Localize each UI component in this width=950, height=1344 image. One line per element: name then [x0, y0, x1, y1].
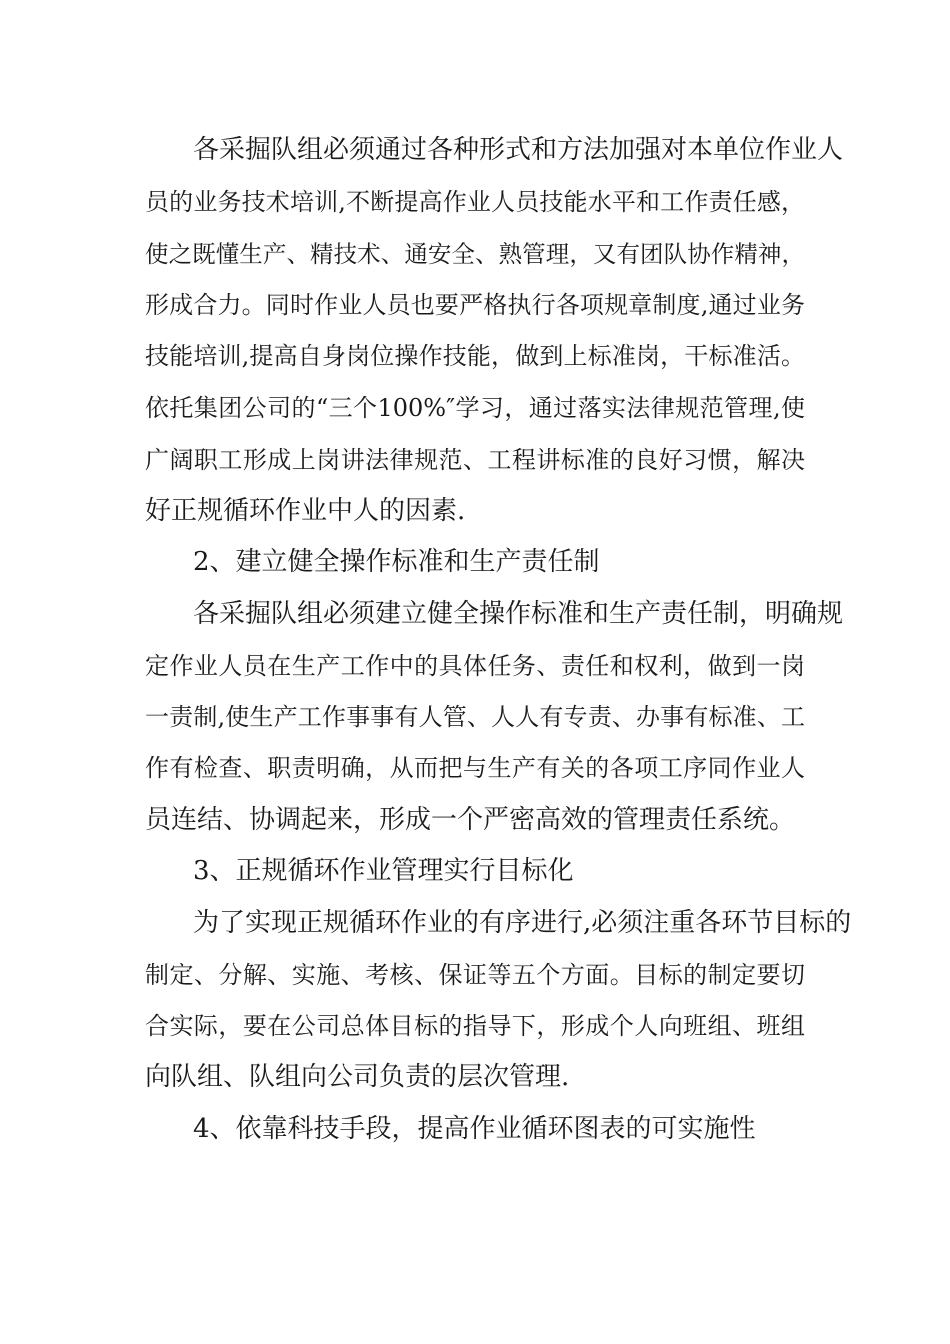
paragraph-3-line-2: 制定、分解、实施、考核、保证等五个方面。目标的制定要切 — [145, 961, 805, 989]
paragraph-3-line-1: 为了实现正规循环作业的有序进行,必须注重各环节目标的 — [193, 908, 852, 938]
paragraph-1-line-3: 使之既懂生产、精技术、通安全、熟管理，又有团队协作精神， — [145, 240, 805, 268]
paragraph-1-line-6: 依托集团公司的“三个100%″学习，通过落实法律规范管理,使 — [145, 394, 805, 422]
paragraph-2-line-5: 员连结、协调起来，形成一个严密高效的管理责任系统。 — [145, 805, 796, 835]
section-heading-4: 4、依靠科技手段，提高作业循环图表的可实施性 — [193, 1114, 756, 1144]
section-heading-2: 2、建立健全操作标准和生产责任制 — [193, 547, 600, 577]
paragraph-1-line-2: 员的业务技术培训,不断提高作业人员技能水平和工作责任感， — [145, 188, 805, 216]
paragraph-2-line-2: 定作业人员在生产工作中的具体任务、责任和权利，做到一岗 — [145, 652, 805, 680]
paragraph-1-line-7: 广阔职工形成上岗讲法律规范、工程讲标准的良好习惯，解决 — [145, 446, 805, 474]
paragraph-1-line-8: 好正规循环作业中人的因素. — [145, 496, 466, 526]
paragraph-2-line-3: 一责制,使生产工作事事有人管、人人有专责、办事有标准、工 — [145, 703, 805, 731]
paragraph-3-line-4: 向队组、队组向公司负责的层次管理. — [145, 1062, 570, 1092]
paragraph-2-line-4: 作有检查、职责明确，从而把与生产有关的各项工序同作业人 — [145, 754, 805, 782]
paragraph-1-line-1: 各采掘队组必须通过各种形式和方法加强对本单位作业人 — [193, 135, 844, 165]
paragraph-1-line-5: 技能培训,提高自身岗位操作技能，做到上标准岗，干标准活。 — [145, 342, 805, 370]
paragraph-1-line-4: 形成合力。同时作业人员也要严格执行各项规章制度,通过业务 — [145, 291, 805, 319]
paragraph-3-line-3: 合实际，要在公司总体目标的指导下，形成个人向班组、班组 — [145, 1012, 805, 1040]
section-heading-3: 3、正规循环作业管理实行目标化 — [193, 856, 574, 886]
paragraph-2-line-1: 各采掘队组必须建立健全操作标准和生产责任制，明确规 — [193, 599, 844, 629]
